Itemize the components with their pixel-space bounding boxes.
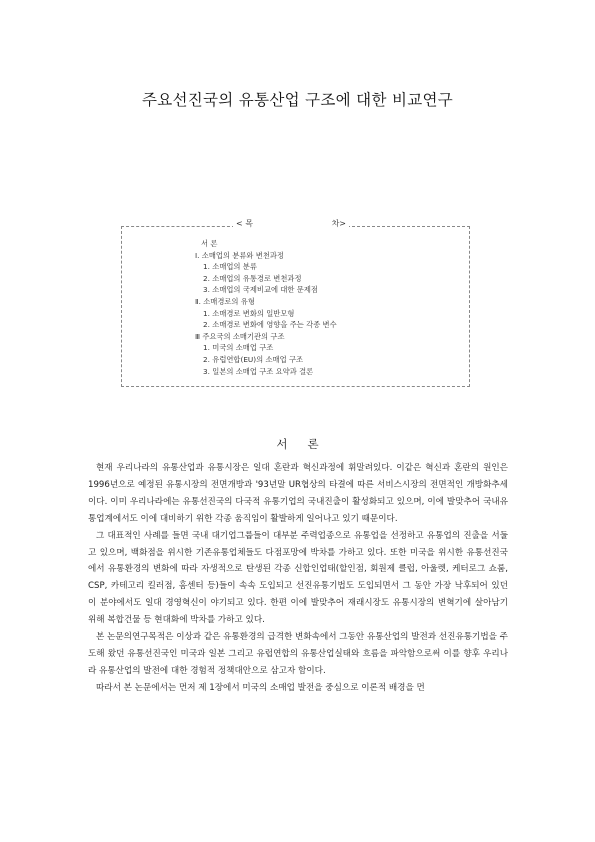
toc-item: 3. 일본의 소매업 구조 요약과 결론 — [203, 366, 314, 376]
toc-item: 1. 미국의 소매업 구조 — [203, 343, 274, 353]
toc-item: Ⅲ 주요국의 소매기관의 구조 — [195, 331, 285, 341]
toc-heading-right: 차> — [331, 219, 346, 228]
paragraph: 현재 우리나라의 유통산업과 유통시장은 일대 혼란과 혁신과정에 휘말려있다. 이같은 혁신과 혼란의 원인은 1996년으로 예정된 유통시장의 전면개방과 '93년말 UR협상의 타결에 따른 서비스시장의 전면적인 개방화추세이다. 이미 우리나라에는 유통선진국의 다국적 유통기업의 국내진출이 활성화되고 있으며, 이에 발맞추어 국내유통업계에서도 이에 대비하기 위한 각종 움직임이 활발하게 일어나고 있기 때문이다. — [88, 463, 508, 524]
paragraph: 그 대표적인 사례를 들면 국내 대기업그룹들이 대부분 주력업종으로 유통업을 선정하고 유통업의 진출을 서둘고 있으며, 백화점을 위시한 기존유통업체들도 다점포망에 박차를 가하고 있다. 또한 미국을 위시한 유통선진국에서 유통환경의 변화에 따라 자생적으로 탄생된 각종 신합인업태(할인점, 회원제 클럽, 아울렛, 케터로그 쇼룸, CSP, 카테고리 킬러점, 홈센터 등)들이 속속 도입되고 선진유통기법도 도입되면서 그 동안 가장 낙후되어 있던 이 분야에서도 일대 경영혁신이 야기되고 있다. 한편 이에 발맞추어 재래시장도 유통시장의 변혁기에 살아남기 위해 복합건물 등 현대화에 박차를 가하고 있다. — [88, 530, 508, 626]
toc-list — [195, 238, 465, 377]
toc-heading-left: < 목 — [236, 219, 253, 228]
toc-item: 2. 유럽연합(EU)의 소매업 구조 — [203, 354, 304, 364]
toc-item: 2. 소매경로 변화에 영향을 주는 각종 변수 — [203, 320, 337, 330]
page-title: 주요선진국의 유통산업 구조에 대한 비교연구 — [141, 91, 454, 109]
toc-item: 서 론 — [201, 239, 218, 248]
toc-item: 1. 소매경로 변화의 일반모형 — [203, 308, 295, 318]
toc-item: 2. 소매업의 유통경로 변천과정 — [203, 273, 302, 283]
paragraph: 따라서 본 논문에서는 먼저 제 1장에서 미국의 소매업 발전을 중심으로 이론적 배경을 먼 — [96, 682, 425, 693]
toc-heading — [233, 218, 349, 229]
paragraph: 본 논문의연구목적은 이상과 같은 유통환경의 급격한 변화속에서 그동안 유통산업의 발전과 선진유통기법을 주도해 왔던 유통선진국인 미국과 일본 그리고 유럽연합의 유통산업실태와 흐름을 파악함으로써 이를 향후 우리나라 유통산업의 발전에 대한 경험적 정책대안으로 삼고자 함이다. — [88, 632, 508, 676]
body-text — [88, 460, 508, 697]
toc-item: 3. 소매업의 국제비교에 대한 문제점 — [203, 285, 318, 295]
toc-item: 1. 소매업의 분류 — [203, 262, 257, 272]
toc-item: Ⅱ. 소매경로의 유형 — [195, 296, 255, 306]
section-title: 서론 — [276, 437, 339, 451]
toc-item: Ⅰ. 소매업의 분류와 변천과정 — [195, 250, 284, 260]
